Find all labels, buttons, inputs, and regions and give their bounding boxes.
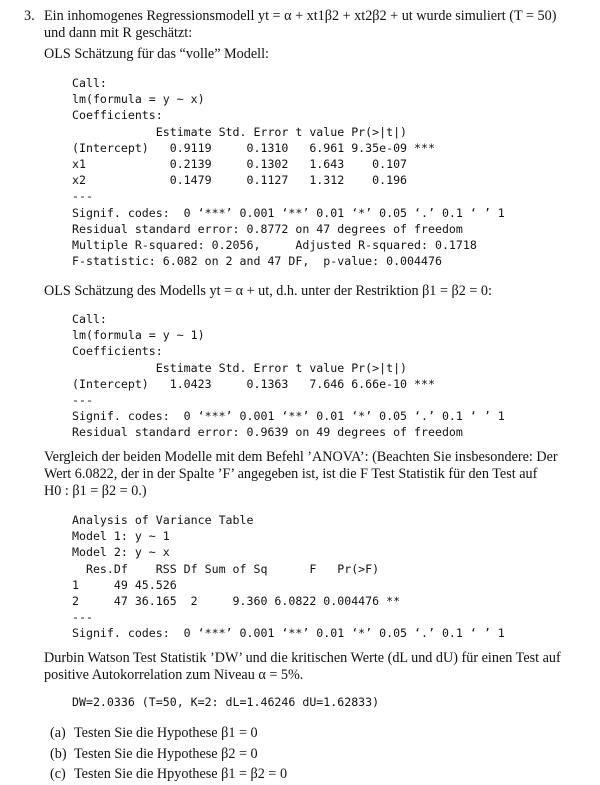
restricted-model-r-output: Call: lm(formula = y ~ 1) Coefficients: Estimate Std. Error t value Pr(>|t|) (Intercept) 1.0423 0.1363 7.646 6.66e-10 *** --- Signif. codes: 0 ‘***’ 0.001 ‘**’ 0.01 ‘*’ 0.05 ‘.’ 0.1 ‘ ’ 1 Residual standard error: 0.9639 on 49 degrees of freedom <box>72 312 505 440</box>
durbin-watson-output: DW=2.0336 (T=50, K=2: dL=1.46246 dU=1.62833) <box>72 695 380 709</box>
anova-r-output: Analysis of Variance Table Model 1: y ~ 1 Model 2: y ~ x Res.Df RSS Df Sum of Sq F Pr(>F) 1 49 45.526 2 47 36.165 2 9.360 6.0822 0.004476 ** --- Signif. codes: 0 ‘***’ 0.001 ‘**’ 0.01 ‘*’ 0.05 ‘.’ 0.1 ‘ ’ 1 <box>72 513 505 641</box>
restricted-model-heading: OLS Schätzung des Modells yt = α + ut, d.h. unter der Restriktion β1 = β2 = 0: <box>44 283 492 299</box>
question-intro-line1: Ein inhomogenes Regressionsmodell yt = α + xt1β2 + xt2β2 + ut wurde simuliert (T = 50) <box>44 8 557 24</box>
durbin-watson-paragraph-line2: positive Autokorrelation zum Niveau α = 5%. <box>44 667 304 683</box>
question-number: 3. <box>24 8 35 24</box>
anova-paragraph-line1: Vergleich der beiden Modelle mit dem Befehl ’ANOVA’: (Beachten Sie insbesondere: Der <box>44 449 558 465</box>
subquestion-a: (a) Testen Sie die Hypothese β1 = 0 <box>50 725 258 741</box>
durbin-watson-paragraph-line1: Durbin Watson Test Statistik ’DW’ und die kritischen Werte (dL und dU) für einen Test auf <box>44 650 561 666</box>
subquestion-b: (b) Testen Sie die Hypothese β2 = 0 <box>50 745 258 762</box>
anova-paragraph-line2: Wert 6.0822, der in der Spalte ’F’ angegeben ist, ist die F Test Statistik für den Test auf <box>44 466 538 482</box>
full-model-r-output: Call: lm(formula = y ~ x) Coefficients: Estimate Std. Error t value Pr(>|t|) (Intercept) 0.9119 0.1310 6.961 9.35e-09 *** x1 0.2139 0.1302 1.643 0.107 x2 0.1479 0.1127 1.312 0.196 --- Signif. codes: 0 ‘***’ 0.001 ‘**’ 0.01 ‘*’ 0.05 ‘.’ 0.1 ‘ ’ 1 Residual standard error: 0.8772 on 47 degrees of freedom Multiple R-squared: 0.2056, Adjusted R-squared: 0.1718 F-statistic: 6.082 on 2 and 47 DF, p-value: 0.004476 <box>72 76 505 269</box>
subquestion-c: (c) Testen Sie die Hpyothese β1 = β2 = 0 <box>50 766 288 782</box>
anova-paragraph-line3: H0 : β1 = β2 = 0.) <box>44 483 147 499</box>
subquestion-list <box>50 723 570 785</box>
question-intro-line2: und dann mit R geschätzt: <box>44 25 193 41</box>
full-model-heading: OLS Schätzung für das “volle” Modell: <box>44 46 269 62</box>
